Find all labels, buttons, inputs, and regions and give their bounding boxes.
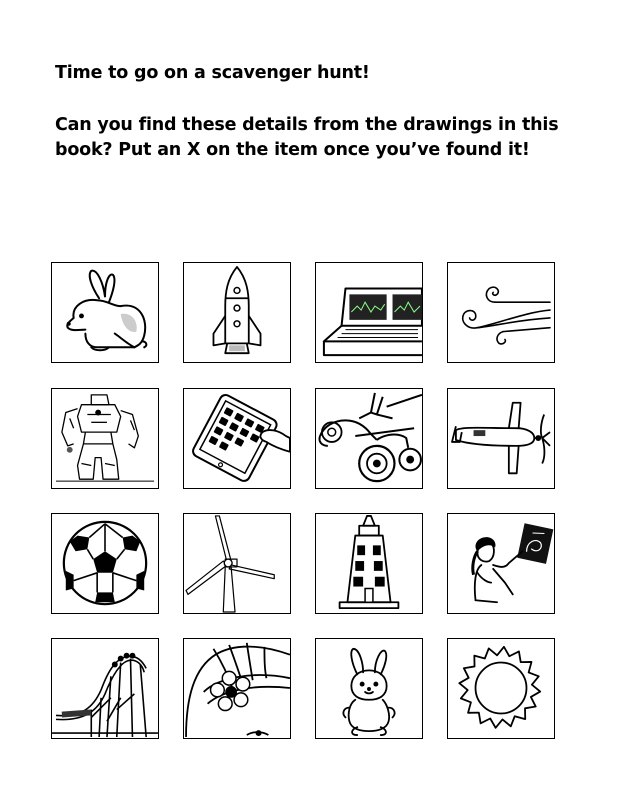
scavenger-item-tablet[interactable]: [183, 388, 291, 489]
car-wheel-icon: [316, 389, 422, 488]
intro-heading: Time to go on a scavenger hunt!: [55, 63, 370, 83]
scavenger-item-rabbit[interactable]: [51, 262, 159, 363]
scavenger-item-control-panel[interactable]: [315, 262, 423, 363]
scavenger-item-robot[interactable]: [51, 388, 159, 489]
scavenger-item-rocket[interactable]: [183, 262, 291, 363]
sun-icon: [448, 639, 554, 738]
scavenger-item-roller-coaster[interactable]: [51, 638, 159, 739]
scavenger-item-tower-building[interactable]: [315, 513, 423, 614]
wind-icon: [448, 263, 554, 362]
tower-building-icon: [316, 514, 422, 613]
airplane-icon: [448, 389, 554, 488]
scavenger-item-sun[interactable]: [447, 638, 555, 739]
tablet-icon: [184, 389, 290, 488]
rabbit-icon: [52, 263, 158, 362]
robot-icon: [52, 389, 158, 488]
scavenger-item-bunny-toy[interactable]: [315, 638, 423, 739]
roller-coaster-icon: [52, 639, 158, 738]
scavenger-item-car-wheel[interactable]: [315, 388, 423, 489]
rocket-icon: [184, 263, 290, 362]
scavenger-item-soccer-ball[interactable]: [51, 513, 159, 614]
bunny-toy-icon: [316, 639, 422, 738]
girl-with-drawing-icon: [448, 514, 554, 613]
scavenger-item-girl-with-drawing[interactable]: [447, 513, 555, 614]
soccer-ball-icon: [52, 514, 158, 613]
flower-headband-icon: [184, 639, 290, 738]
instructions-text: Can you find these details from the drawings in this book? Put an X on the item once you’ve found it!: [55, 115, 559, 160]
control-panel-icon: [316, 263, 422, 362]
scavenger-item-wind-turbine[interactable]: [183, 513, 291, 614]
scavenger-item-flower-headband[interactable]: [183, 638, 291, 739]
scavenger-item-airplane[interactable]: [447, 388, 555, 489]
wind-turbine-icon: [184, 514, 290, 613]
scavenger-item-wind[interactable]: [447, 262, 555, 363]
